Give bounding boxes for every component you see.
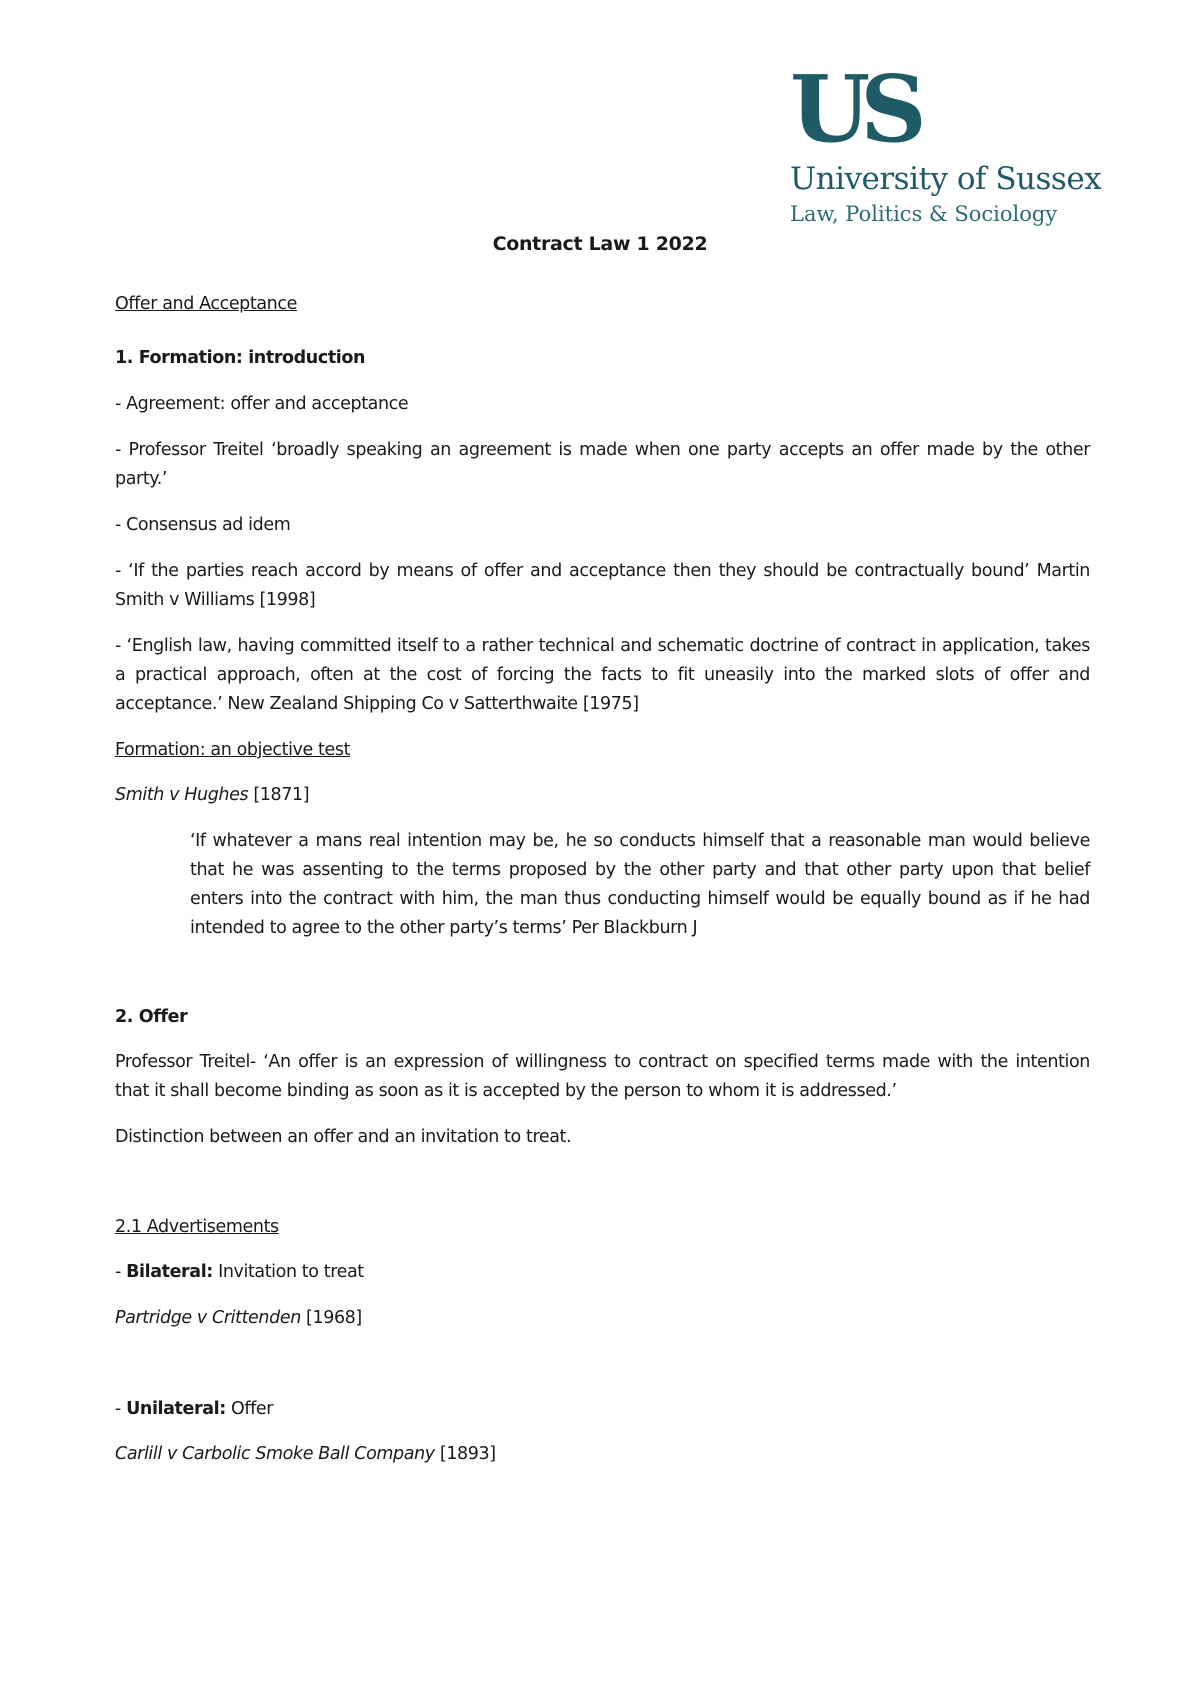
heading-offer: 2. Offer <box>115 1007 188 1027</box>
case-name: Carlill v Carbolic Smoke Ball Company <box>115 1444 435 1464</box>
unilateral-label: Unilateral: <box>126 1399 226 1419</box>
bilateral-label: Bilateral: <box>126 1262 213 1282</box>
university-logo <box>790 55 1110 226</box>
case-year: [1968] <box>300 1308 362 1328</box>
quote-blackburn: ‘If whatever a mans real intention may be, he so conducts himself that a reasonable man would believe that he was assenting to the terms proposed by the other party and that other party upon that belief enters into the contract with him, the man thus conducting himself would be equally bound as if he had intended to agree to the other party’s terms’ Per Blackburn J <box>190 831 1090 938</box>
logo-mark: US <box>790 55 917 163</box>
case-year: [1893] <box>434 1444 496 1464</box>
unilateral-line: - Unilateral: Offer <box>115 1399 274 1419</box>
bullet-treitel: - Professor Treitel ‘broadly speaking an agreement is made when one party accepts an offer made by the other party.’ <box>115 440 1090 489</box>
bilateral-line: - Bilateral: Invitation to treat <box>115 1262 364 1282</box>
logo-university-name: University of Sussex <box>790 161 1102 197</box>
document-title: Contract Law 1 2022 <box>492 233 708 255</box>
bullet-martin-smith: - ‘If the parties reach accord by means of offer and acceptance then they should be contractually bound’ Martin Smith v Williams [1998] <box>115 561 1090 610</box>
heading-advertisements: 2.1 Advertisements <box>115 1217 279 1237</box>
case-year: [1871] <box>248 785 310 805</box>
heading-formation-intro: 1. Formation: introduction <box>115 348 366 368</box>
case-name: Partridge v Crittenden <box>115 1308 301 1328</box>
offer-distinction: Distinction between an offer and an invitation to treat. <box>115 1127 572 1147</box>
bullet-english-law: - ‘English law, having committed itself to a rather technical and schematic doctrine of contract in application, takes a practical approach, often at the cost of forcing the facts to fit uneasily into the marked slots of offer and acceptance.’ New Zealand Shipping Co v Satterthwaite [1975] <box>115 636 1090 714</box>
case-name: Smith v Hughes <box>115 785 249 805</box>
heading-objective-test: Formation: an objective test <box>115 740 351 760</box>
case-citation-partridge <box>115 1304 1090 1333</box>
logo-department: Law, Politics & Sociology <box>790 202 1058 226</box>
offer-definition: Professor Treitel- ‘An offer is an expression of willingness to contract on specified terms made with the intention that it shall become binding as soon as it is accepted by the person to whom it is addressed.’ <box>115 1052 1090 1101</box>
bullet-agreement: - Agreement: offer and acceptance <box>115 394 409 414</box>
bilateral-text: Invitation to treat <box>212 1262 364 1282</box>
case-citation-smith-hughes <box>115 781 1090 810</box>
case-citation-carlill <box>115 1440 1090 1469</box>
unilateral-text: Offer <box>225 1399 274 1419</box>
bullet-consensus: - Consensus ad idem <box>115 515 291 535</box>
heading-offer-acceptance: Offer and Acceptance <box>115 294 297 314</box>
